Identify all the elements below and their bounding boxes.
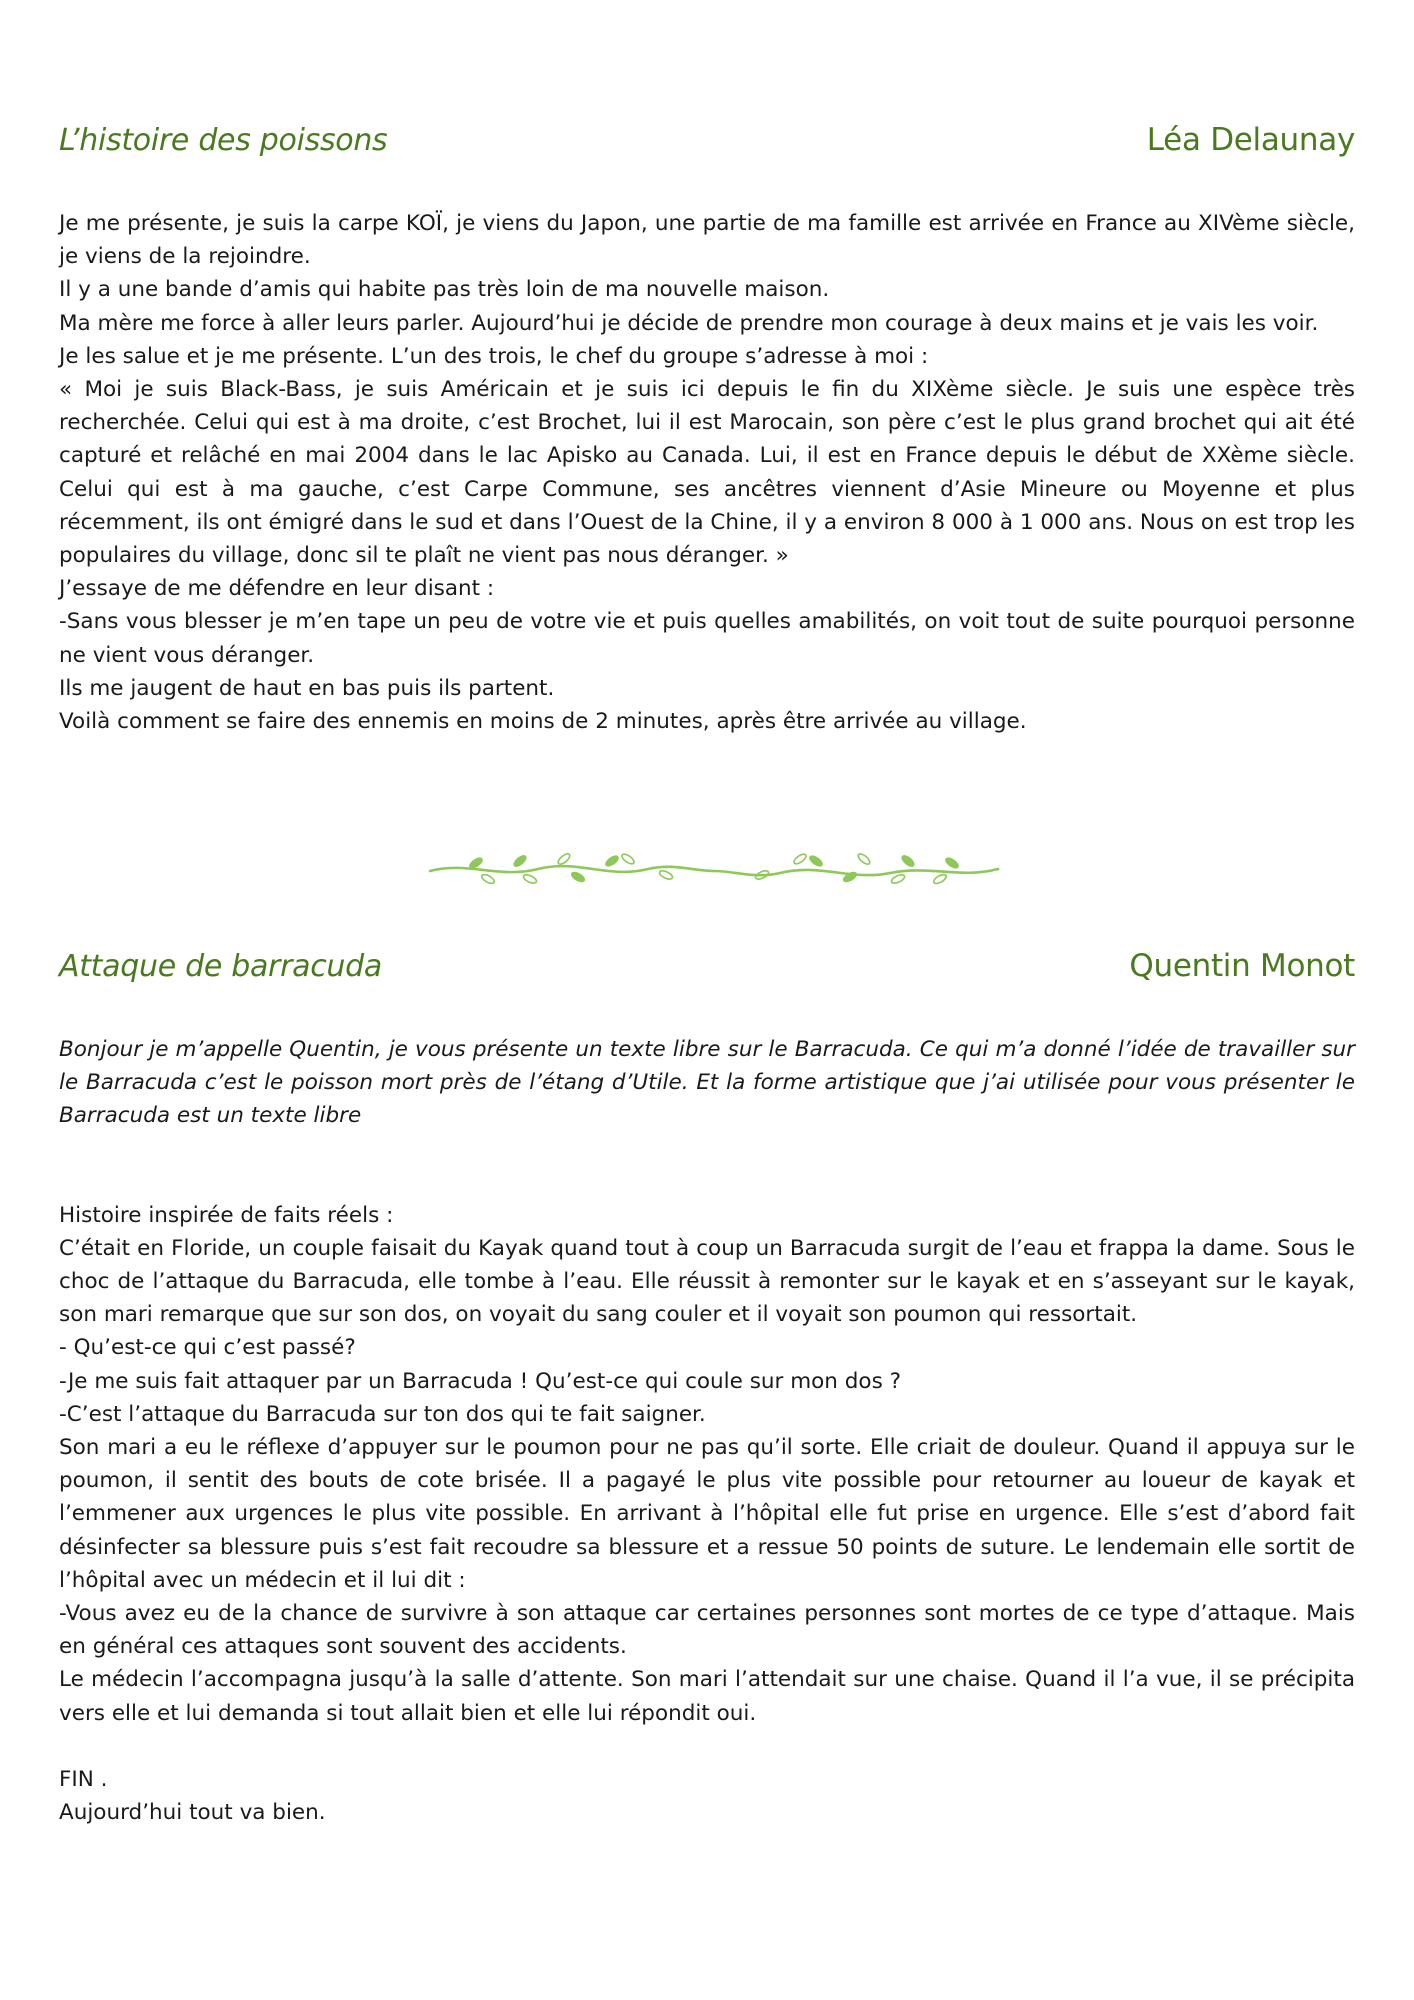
- paragraph: J’essaye de me défendre en leur disant :: [59, 576, 495, 602]
- story-ending: FIN .: [59, 1766, 108, 1792]
- paragraph: Histoire inspirée de faits réels :: [59, 1202, 394, 1228]
- intro-paragraph: Bonjour je m’appelle Quentin, je vous présente un texte libre sur le Barracuda. Ce qui m’a donné l’idée de travailler sur le Barracuda c’est le poisson mort près de l’étang d’Utile. Et la forme artistique que j’ai utilisée pour vous présenter le Barracuda est un texte libre: [59, 1037, 1355, 1129]
- paragraph: Ma mère me force à aller leurs parler. Aujourd’hui je décide de prendre mon courage à deux mains et je vais les voir.: [59, 310, 1319, 336]
- paragraph: -Je me suis fait attaquer par un Barracuda ! Qu’est-ce qui coule sur mon dos ?: [59, 1368, 902, 1394]
- vine-divider-icon: [428, 851, 1000, 891]
- story-header: [59, 122, 1355, 172]
- paragraph: - Qu’est-ce qui c’est passé?: [59, 1335, 356, 1361]
- story-body: [59, 1199, 1355, 1830]
- paragraph: « Moi je suis Black-Bass, je suis Américain et je suis ici depuis le fin du XIXème siècle. Je suis une espèce très recherchée. Celui qui est à ma droite, c’est Brochet, lui il est Marocain, son père c’est le plus grand brochet qui ait été capturé et relâché en mai 2004 dans le lac Apisko au Canada. Lui, il est en France depuis le début de XXème siècle. Celui qui est à ma gauche, c’est Carpe Commune, ses ancêtres viennent d’Asie Mineure ou Moyenne et plus récemment, ils ont émigré dans le sud et dans l’Ouest de la Chine, il y a environ 8 000 à 1 000 ans. Nous on est trop les populaires du village, donc sil te plaît ne vient pas nous déranger. »: [59, 377, 1355, 569]
- paragraph: -Vous avez eu de la chance de survivre à son attaque car certaines personnes sont mortes de ce type d’attaque. Mais en général ces attaques sont souvent des accidents.: [59, 1601, 1355, 1660]
- story-title: L’histoire des poissons: [59, 123, 388, 158]
- paragraph: Voilà comment se faire des ennemis en moins de 2 minutes, après être arrivée au village.: [59, 709, 1027, 735]
- author-intro: [59, 1033, 1355, 1133]
- story-section-2: [59, 948, 1355, 1829]
- story-section-1: [59, 122, 1355, 738]
- paragraph: -C’est l’attaque du Barracuda sur ton dos qui te fait saigner.: [59, 1401, 706, 1427]
- paragraph: Ils me jaugent de haut en bas puis ils partent.: [59, 675, 555, 701]
- paragraph: Je les salue et je me présente. L’un des trois, le chef du groupe s’adresse à moi :: [59, 343, 929, 369]
- story-body: [59, 207, 1355, 738]
- paragraph: Le médecin l’accompagna jusqu’à la salle d’attente. Son mari l’attendait sur une chaise. Quand il l’a vue, il se précipita vers elle et lui demanda si tout allait bien et elle lui répondit oui.: [59, 1667, 1355, 1726]
- paragraph: Son mari a eu le réflexe d’appuyer sur le poumon pour ne pas qu’il sorte. Elle criait de douleur. Quand il appuya sur le poumon, il sentit des bouts de cote brisée. Il a pagayé le plus vite possible pour retourner au loueur de kayak et l’emmener aux urgences le plus vite possible. En arrivant à l’hôpital elle fut prise en urgence. Elle s’est d’abord fait désinfecter sa blessure puis s’est fait recoudre sa blessure et a ressue 50 points de suture. Le lendemain elle sortit de l’hôpital avec un médecin et il lui dit :: [59, 1435, 1355, 1593]
- paragraph: C’était en Floride, un couple faisait du Kayak quand tout à coup un Barracuda surgit de l’eau et frappa la dame. Sous le choc de l’attaque du Barracuda, elle tombe à l’eau. Elle réussit à remonter sur le kayak et en s’asseyant sur le kayak, son mari remarque que sur son dos, on voyait du sang couler et il voyait son poumon qui ressortait.: [59, 1235, 1355, 1328]
- story-title: Attaque de barracuda: [59, 949, 382, 984]
- story-header: [59, 948, 1355, 998]
- story-author: Léa Delaunay: [1146, 122, 1355, 158]
- paragraph: Je me présente, je suis la carpe KOÏ, je viens du Japon, une partie de ma famille est arrivée en France au XIVème siècle, je viens de la rejoindre.: [59, 211, 1355, 270]
- paragraph: -Sans vous blesser je m’en tape un peu de votre vie et puis quelles amabilités, on voit tout de suite pourquoi personne ne vient vous déranger.: [59, 609, 1355, 668]
- story-epilogue: Aujourd’hui tout va bien.: [59, 1800, 326, 1826]
- story-author: Quentin Monot: [1129, 948, 1355, 984]
- paragraph: Il y a une bande d’amis qui habite pas très loin de ma nouvelle maison.: [59, 277, 830, 303]
